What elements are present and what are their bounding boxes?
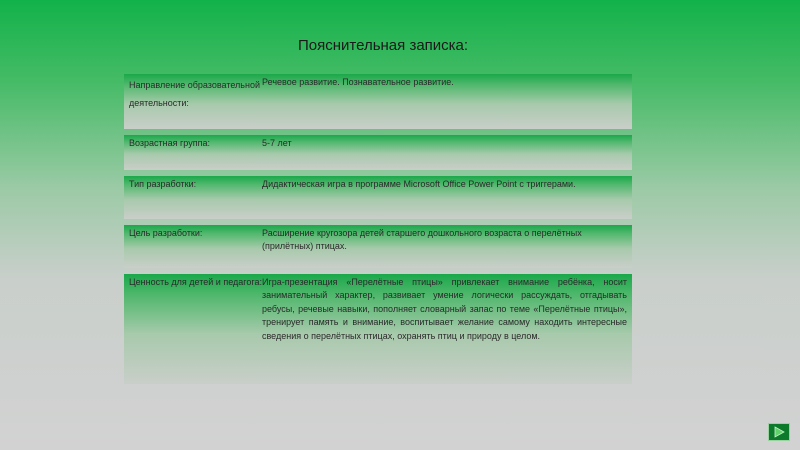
table-row — [124, 176, 632, 219]
row-label: Направление образовательной деятельности: — [129, 80, 260, 108]
row-label: Возрастная группа: — [129, 138, 210, 148]
info-table — [124, 74, 632, 390]
row-label: Тип разработки: — [129, 179, 197, 189]
row-value: Речевое развитие. Познавательное развитие. — [262, 77, 454, 87]
next-slide-button[interactable] — [768, 423, 790, 441]
page-title: Пояснительная записка: — [298, 37, 469, 54]
row-value: Расширение кругозора детей старшего дошкольного возраста о перелётных (прилётных) птицах. — [262, 228, 582, 251]
row-label: Ценность для детей и педагога: — [129, 277, 262, 287]
row-value: Игра-презентация «Перелётные птицы» привлекает внимание ребёнка, носит занимательный характер, развивает умение логически рассуждать, отгадывать ребусы, речевые навыки, пополняет словарный запас по теме «Перелётные птицы», тренирует память и внимание, воспитывает желание самому находить интересные сведения о перелётных птицах, охранять птиц и природу в целом. — [262, 277, 627, 341]
row-label: Цель разработки: — [129, 228, 203, 238]
table-row — [124, 74, 632, 129]
row-value: 5-7 лет — [262, 138, 292, 148]
table-row — [124, 135, 632, 170]
row-value: Дидактическая игра в программе Microsoft Office Power Point с триггерами. — [262, 179, 576, 189]
table-row — [124, 274, 632, 384]
play-next-icon — [773, 426, 785, 438]
table-row — [124, 225, 632, 268]
